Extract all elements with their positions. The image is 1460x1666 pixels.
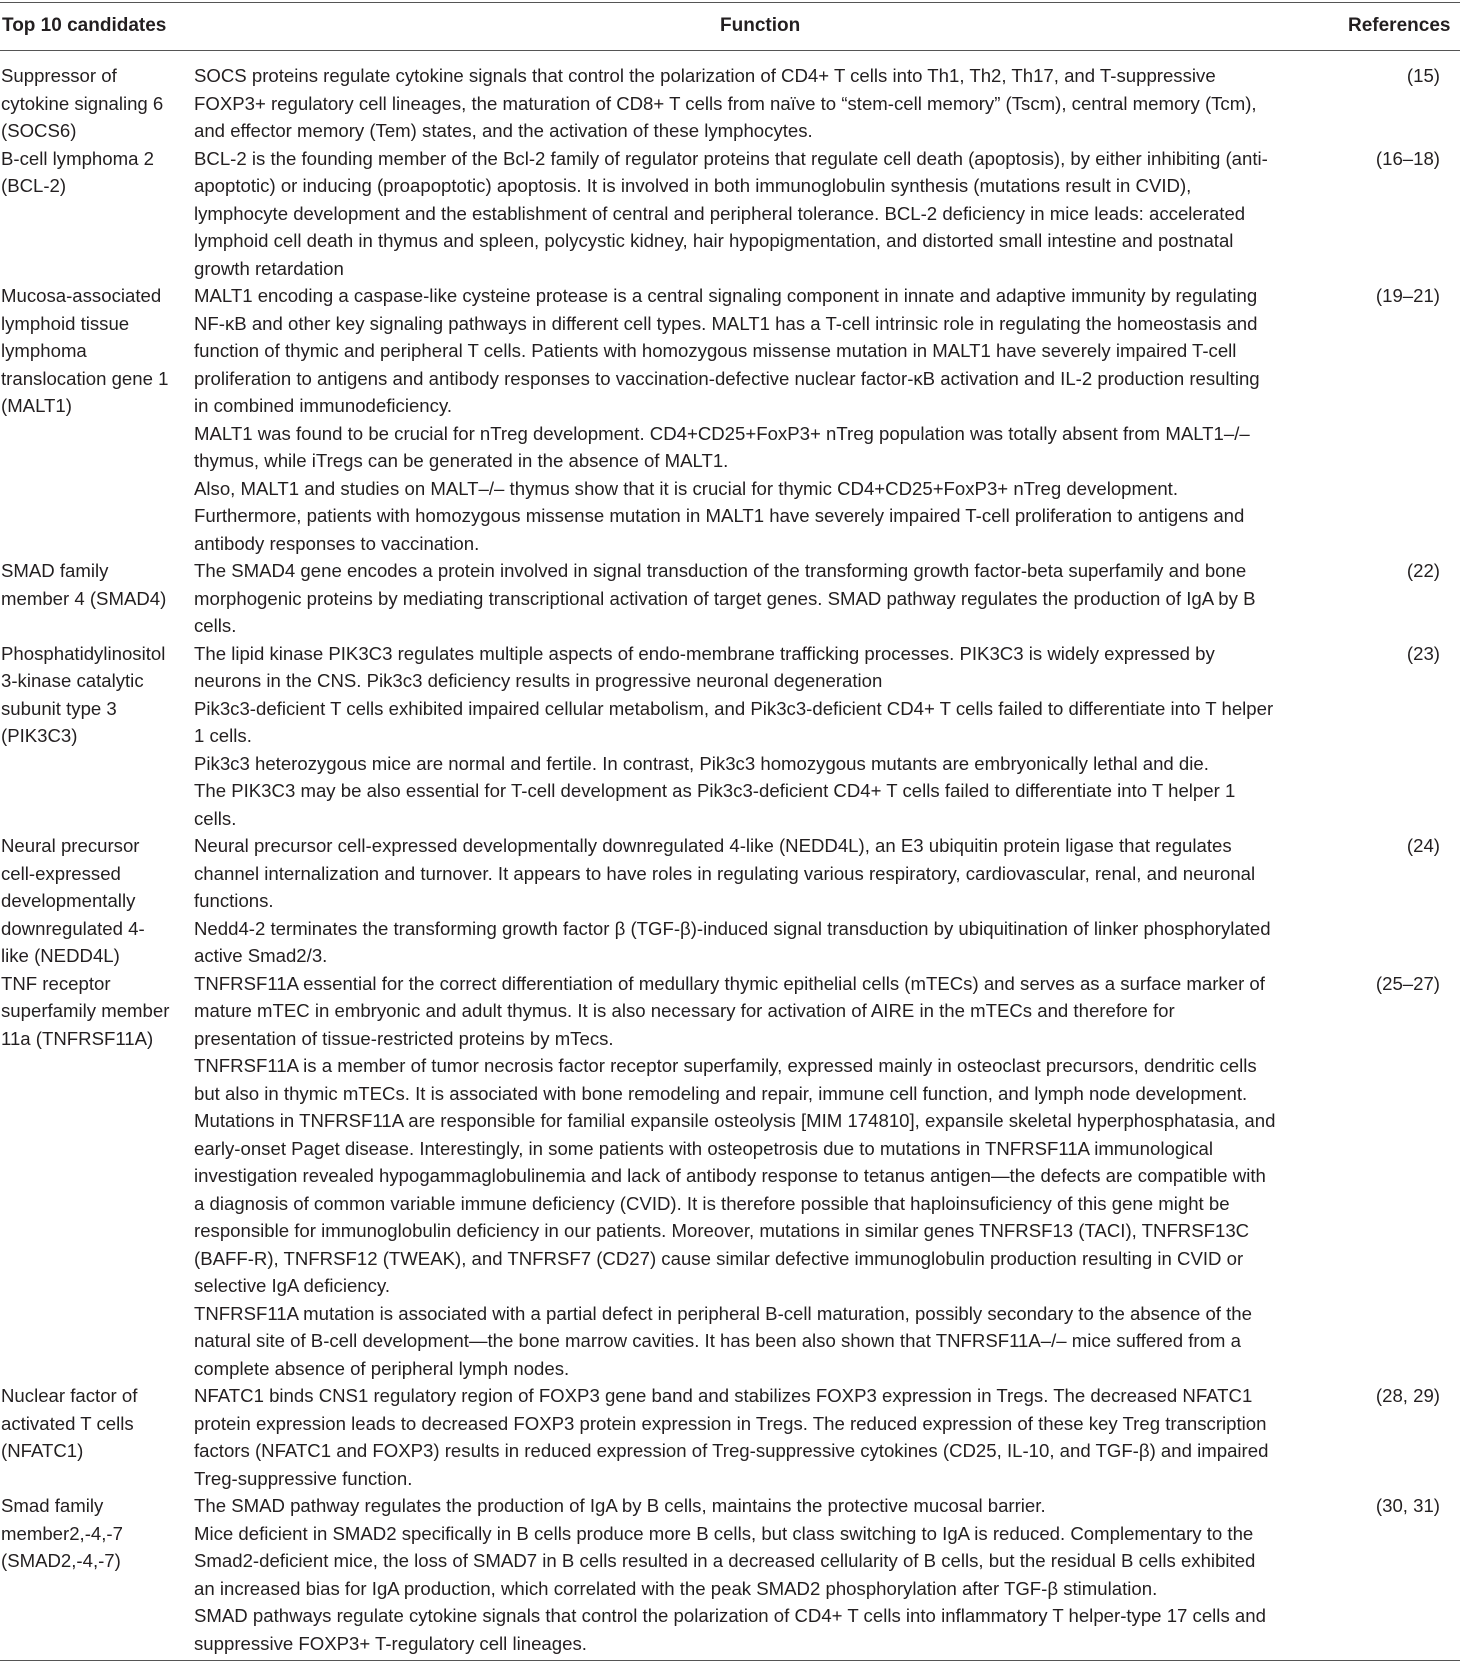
candidate-line: like (NEDD4L) [1,945,120,966]
candidate-cell [0,970,189,1383]
reference-cell [1334,1382,1460,1492]
candidate-line: developmentally [1,890,136,911]
function-line: Pik3c3 heterozygous mice are normal and fertile. In contrast, Pik3c3 homozygous mutants are embryonically lethal and die. [194,752,1209,774]
function-line: SMAD pathways regulate cytokine signals that control the polarization of CD4+ T cells into inflammatory T helper-type 17 cells and [194,1605,1266,1626]
function-line: 1 cells. [194,725,252,746]
function-line: Mice deficient in SMAD2 specifically in B cells produce more B cells, but class switching to IgA is reduced. Complementary to the [194,1522,1254,1544]
function-line: presentation of tissue-restricted proteins by mTecs. [194,1027,614,1049]
candidate-line: B-cell lymphoma 2 [1,147,154,169]
function-line: natural site of B-cell development—the bone marrow cavities. It has been also shown that TNFRSF11A–/– mice suffered from a [194,1330,1241,1351]
function-line: Treg-suppressive function. [194,1467,413,1489]
candidate-cell [0,640,189,833]
function-line: and effector memory (Tem) states, and the activation of these lymphocytes. [194,120,813,141]
candidate-line: lymphoma [1,340,87,361]
candidate-line: cell-expressed [1,862,121,884]
candidate-line: Nuclear factor of [1,1385,138,1406]
function-line: apoptotic) or inducing (proapoptotic) apoptosis. It is involved in both immunoglobulin synthesis (mutations result in CVID), [194,175,1192,196]
function-line: responsible for immunoglobulin deficiency in our patients. Moreover, mutations in similar genes TNFRSF13 (TACI), TNFRSF13C [194,1220,1250,1241]
function-line: TNFRSF11A essential for the correct differentiation of medullary thymic epithelial cells (mTECs) and serves as a surface marker of [194,972,1265,994]
reference-cell [1334,970,1460,1383]
candidate-line: Phosphatidylinositol [1,642,166,664]
function-line: cells. [194,615,237,636]
table-row [0,62,1460,145]
reference-cell [1334,62,1460,145]
function-line: lymphoid cell death in thymus and spleen, polycystic kidney, hair hypopigmentation, and distorted small intestine and postnatal [194,230,1234,251]
function-line: suppressive FOXP3+ T-regulatory cell lineages. [194,1632,587,1654]
candidate-line: downregulated 4- [1,917,145,939]
function-line: selective IgA deficiency. [194,1275,391,1296]
function-line: protein expression leads to decreased FOXP3 protein expression in Tregs. The reduced expression of these key Treg transcription [194,1412,1267,1434]
reference-cell [1334,282,1460,557]
table-row [0,557,1460,640]
function-line: cells. [194,807,237,829]
reference-text: (19–21) [1375,285,1440,306]
candidate-line: (SMAD2,-4,-7) [1,1550,121,1571]
reference-text: (25–27) [1375,972,1440,994]
function-line: in combined immunodeficiency. [194,395,453,416]
table-row [0,640,1460,833]
function-line: Also, MALT1 and studies on MALT–/– thymus show that it is crucial for thymic CD4+CD25+FoxP3+ nTreg development. [194,477,1179,499]
function-line: mature mTEC in embryonic and adult thymus. It is also necessary for activation of AIRE in the mTECs and therefore for [194,1000,1175,1021]
function-line: The lipid kinase PIK3C3 regulates multiple aspects of endo-membrane trafficking processes. PIK3C3 is widely expressed by [194,642,1215,664]
table-bottom-rule [0,1660,1460,1661]
candidate-line: member2,-4,-7 [1,1522,123,1544]
candidate-line: cytokine signaling 6 [1,92,164,114]
function-line: FOXP3+ regulatory cell lineages, the maturation of CD8+ T cells from naïve to “stem-cell memory” (Tscm), central memory (Tcm), [194,92,1257,114]
function-line: NFATC1 binds CNS1 regulatory region of FOXP3 gene band and stabilizes FOXP3 expression in Tregs. The decreased NFATC1 [194,1385,1253,1406]
table-row [0,1492,1460,1657]
function-line: early-onset Paget disease. Interestingly, in some patients with osteopetrosis due to mutations in TNFRSF11A immunological [194,1137,1214,1159]
function-line: The PIK3C3 may be also essential for T-cell development as Pik3c3-deficient CD4+ T cells failed to differentiate into T helper 1 [194,780,1236,801]
function-line: Pik3c3-deficient T cells exhibited impaired cellular metabolism, and Pik3c3-deficient CD4+ T cells failed to differentiate into T helper [194,697,1274,719]
table-row [0,1382,1460,1492]
function-line: but also in thymic mTECs. It is associated with bone remodeling and repair, immune cell function, and lymph node development. [194,1082,1248,1104]
candidate-line: (NFATC1) [1,1440,84,1461]
function-line: thymus, while iTregs can be generated in the absence of MALT1. [194,450,729,471]
reference-text: (22) [1406,560,1440,581]
candidate-line: 3-kinase catalytic [1,670,144,691]
function-line: factors (NFATC1 and FOXP3) results in reduced expression of Treg-suppressive cytokines (CD25, IL-10, and TGF-β) and impaired [194,1440,1269,1461]
function-line: Mutations in TNFRSF11A are responsible for familial expansile osteolysis [MIM 174810], expansile skeletal hyperphosphatasia, and [194,1110,1276,1131]
candidate-line: lymphoid tissue [1,312,130,334]
function-line: TNFRSF11A is a member of tumor necrosis factor receptor superfamily, expressed mainly in osteoclast precursors, dendritic cells [194,1055,1257,1076]
function-cell [189,970,1334,1383]
table-top-rule [0,2,1460,3]
candidate-cell [0,557,189,640]
table-row [0,970,1460,1383]
reference-cell [1334,640,1460,833]
function-line: growth retardation [194,257,344,279]
candidate-cell [0,1382,189,1492]
table-row [0,282,1460,557]
header-references: References [1348,15,1451,36]
reference-text: (28, 29) [1375,1385,1440,1406]
candidate-line: (MALT1) [1,395,72,416]
function-line: functions. [194,890,274,911]
candidate-line: SMAD family [1,560,109,581]
function-cell [189,1382,1334,1492]
function-line: channel internalization and turnover. It appears to have roles in regulating various respiratory, cardiovascular, renal, and neuronal [194,862,1256,884]
header-candidates: Top 10 candidates [2,15,167,36]
function-line: Furthermore, patients with homozygous missense mutation in MALT1 have severely impaired T-cell proliferation to antigens and [194,505,1245,526]
function-line: TNFRSF11A mutation is associated with a partial defect in peripheral B-cell maturation, possibly secondary to the absence of the [194,1302,1252,1324]
function-line: NF-κB and other key signaling pathways in different cell types. MALT1 has a T-cell intrinsic role in regulating the homeostasis and [194,312,1258,334]
reference-text: (16–18) [1375,147,1440,169]
function-cell [189,832,1334,970]
candidate-line: Suppressor of [1,65,117,86]
function-line: an increased bias for IgA production, which correlated with the peak SMAD2 phosphorylation after TGF-β stimulation. [194,1577,1158,1599]
header-function: Function [720,15,801,36]
table-body [0,62,1460,1657]
function-line: antibody responses to vaccination. [194,532,480,554]
reference-text: (23) [1406,642,1440,664]
candidate-cell [0,145,189,283]
function-line: Nedd4-2 terminates the transforming growth factor β (TGF-β)-induced signal transduction by ubiquitination of linker phosphorylated [194,917,1271,939]
function-line: morphogenic proteins by mediating transcriptional activation of target genes. SMAD pathway regulates the production of IgA by B [194,587,1256,609]
function-line: complete absence of peripheral lymph nodes. [194,1357,570,1379]
candidate-line: subunit type 3 [1,697,117,719]
function-line: MALT1 was found to be crucial for nTreg development. CD4+CD25+FoxP3+ nTreg population was totally absent from MALT1–/– [194,422,1250,444]
candidate-cell [0,62,189,145]
reference-cell [1334,832,1460,970]
candidate-cell [0,282,189,557]
candidate-line: (SOCS6) [1,120,77,141]
function-line: a diagnosis of common variable immune deficiency (CVID). It is therefore possible that haploinsuficiency of this gene might be [194,1192,1230,1214]
function-cell [189,640,1334,833]
candidate-line: 11a (TNFRSF11A) [1,1027,154,1049]
function-line: MALT1 encoding a caspase-like cysteine protease is a central signaling component in innate and adaptive immunity by regulating [194,285,1258,306]
function-line: neurons in the CNS. Pik3c3 deficiency results in progressive neuronal degeneration [194,670,883,691]
candidate-line: Neural precursor [1,835,140,856]
candidate-line: (BCL-2) [1,175,67,196]
function-line: lymphocyte development and the establishment of central and peripheral tolerance. BCL-2 deficiency in mice leads: accelerated [194,202,1246,224]
candidate-line: Smad family [1,1495,104,1516]
candidate-line: translocation gene 1 [1,367,169,389]
reference-cell [1334,557,1460,640]
candidate-line: activated T cells [1,1412,134,1434]
function-cell [189,557,1334,640]
function-cell [189,1492,1334,1657]
candidate-line: superfamily member [1,1000,170,1021]
function-line: investigation revealed hypogammaglobulinemia and lack of antibody response to tetanus antigen—the defects are compatible with [194,1165,1266,1186]
function-line: active Smad2/3. [194,945,328,966]
function-line: The SMAD pathway regulates the production of IgA by B cells, maintains the protective mucosal barrier. [194,1495,1046,1516]
function-cell [189,282,1334,557]
function-cell [189,62,1334,145]
candidate-line: member 4 (SMAD4) [1,587,167,609]
function-cell [189,145,1334,283]
function-line: SOCS proteins regulate cytokine signals that control the polarization of CD4+ T cells into Th1, Th2, Th17, and T-suppressive [194,65,1216,86]
function-line: BCL-2 is the founding member of the Bcl-2 family of regulator proteins that regulate cell death (apoptosis), by either inhibiting (anti- [194,147,1268,169]
candidate-line: TNF receptor [1,972,111,994]
function-line: The SMAD4 gene encodes a protein involved in signal transduction of the transforming growth factor-beta superfamily and bone [194,560,1247,581]
function-line: function of thymic and peripheral T cells. Patients with homozygous missense mutation in MALT1 have severely impaired T-cell [194,340,1237,361]
reference-text: (24) [1406,835,1440,856]
table-row [0,832,1460,970]
function-line: Neural precursor cell-expressed developmentally downregulated 4-like (NEDD4L), an E3 ubiquitin protein ligase that regulates [194,835,1232,856]
function-line: (BAFF-R), TNFRSF12 (TWEAK), and TNFRSF7 (CD27) cause similar defective immunoglobulin production resulting in CVID or [194,1247,1244,1269]
reference-cell [1334,145,1460,283]
candidate-line: (PIK3C3) [1,725,78,746]
candidate-line: Mucosa-associated [1,285,162,306]
candidate-cell [0,1492,189,1657]
reference-cell [1334,1492,1460,1657]
header-rule [0,50,1460,51]
reference-text: (15) [1406,65,1440,86]
function-line: proliferation to antigens and antibody responses to vaccination-defective nuclear factor-κB activation and IL-2 production resulting [194,367,1260,389]
function-line: Smad2-deficient mice, the loss of SMAD7 in B cells resulted in a decreased cellularity of B cells, but the residual B cells exhibited [194,1550,1256,1571]
candidate-cell [0,832,189,970]
reference-text: (30, 31) [1375,1495,1440,1516]
table-row [0,145,1460,283]
